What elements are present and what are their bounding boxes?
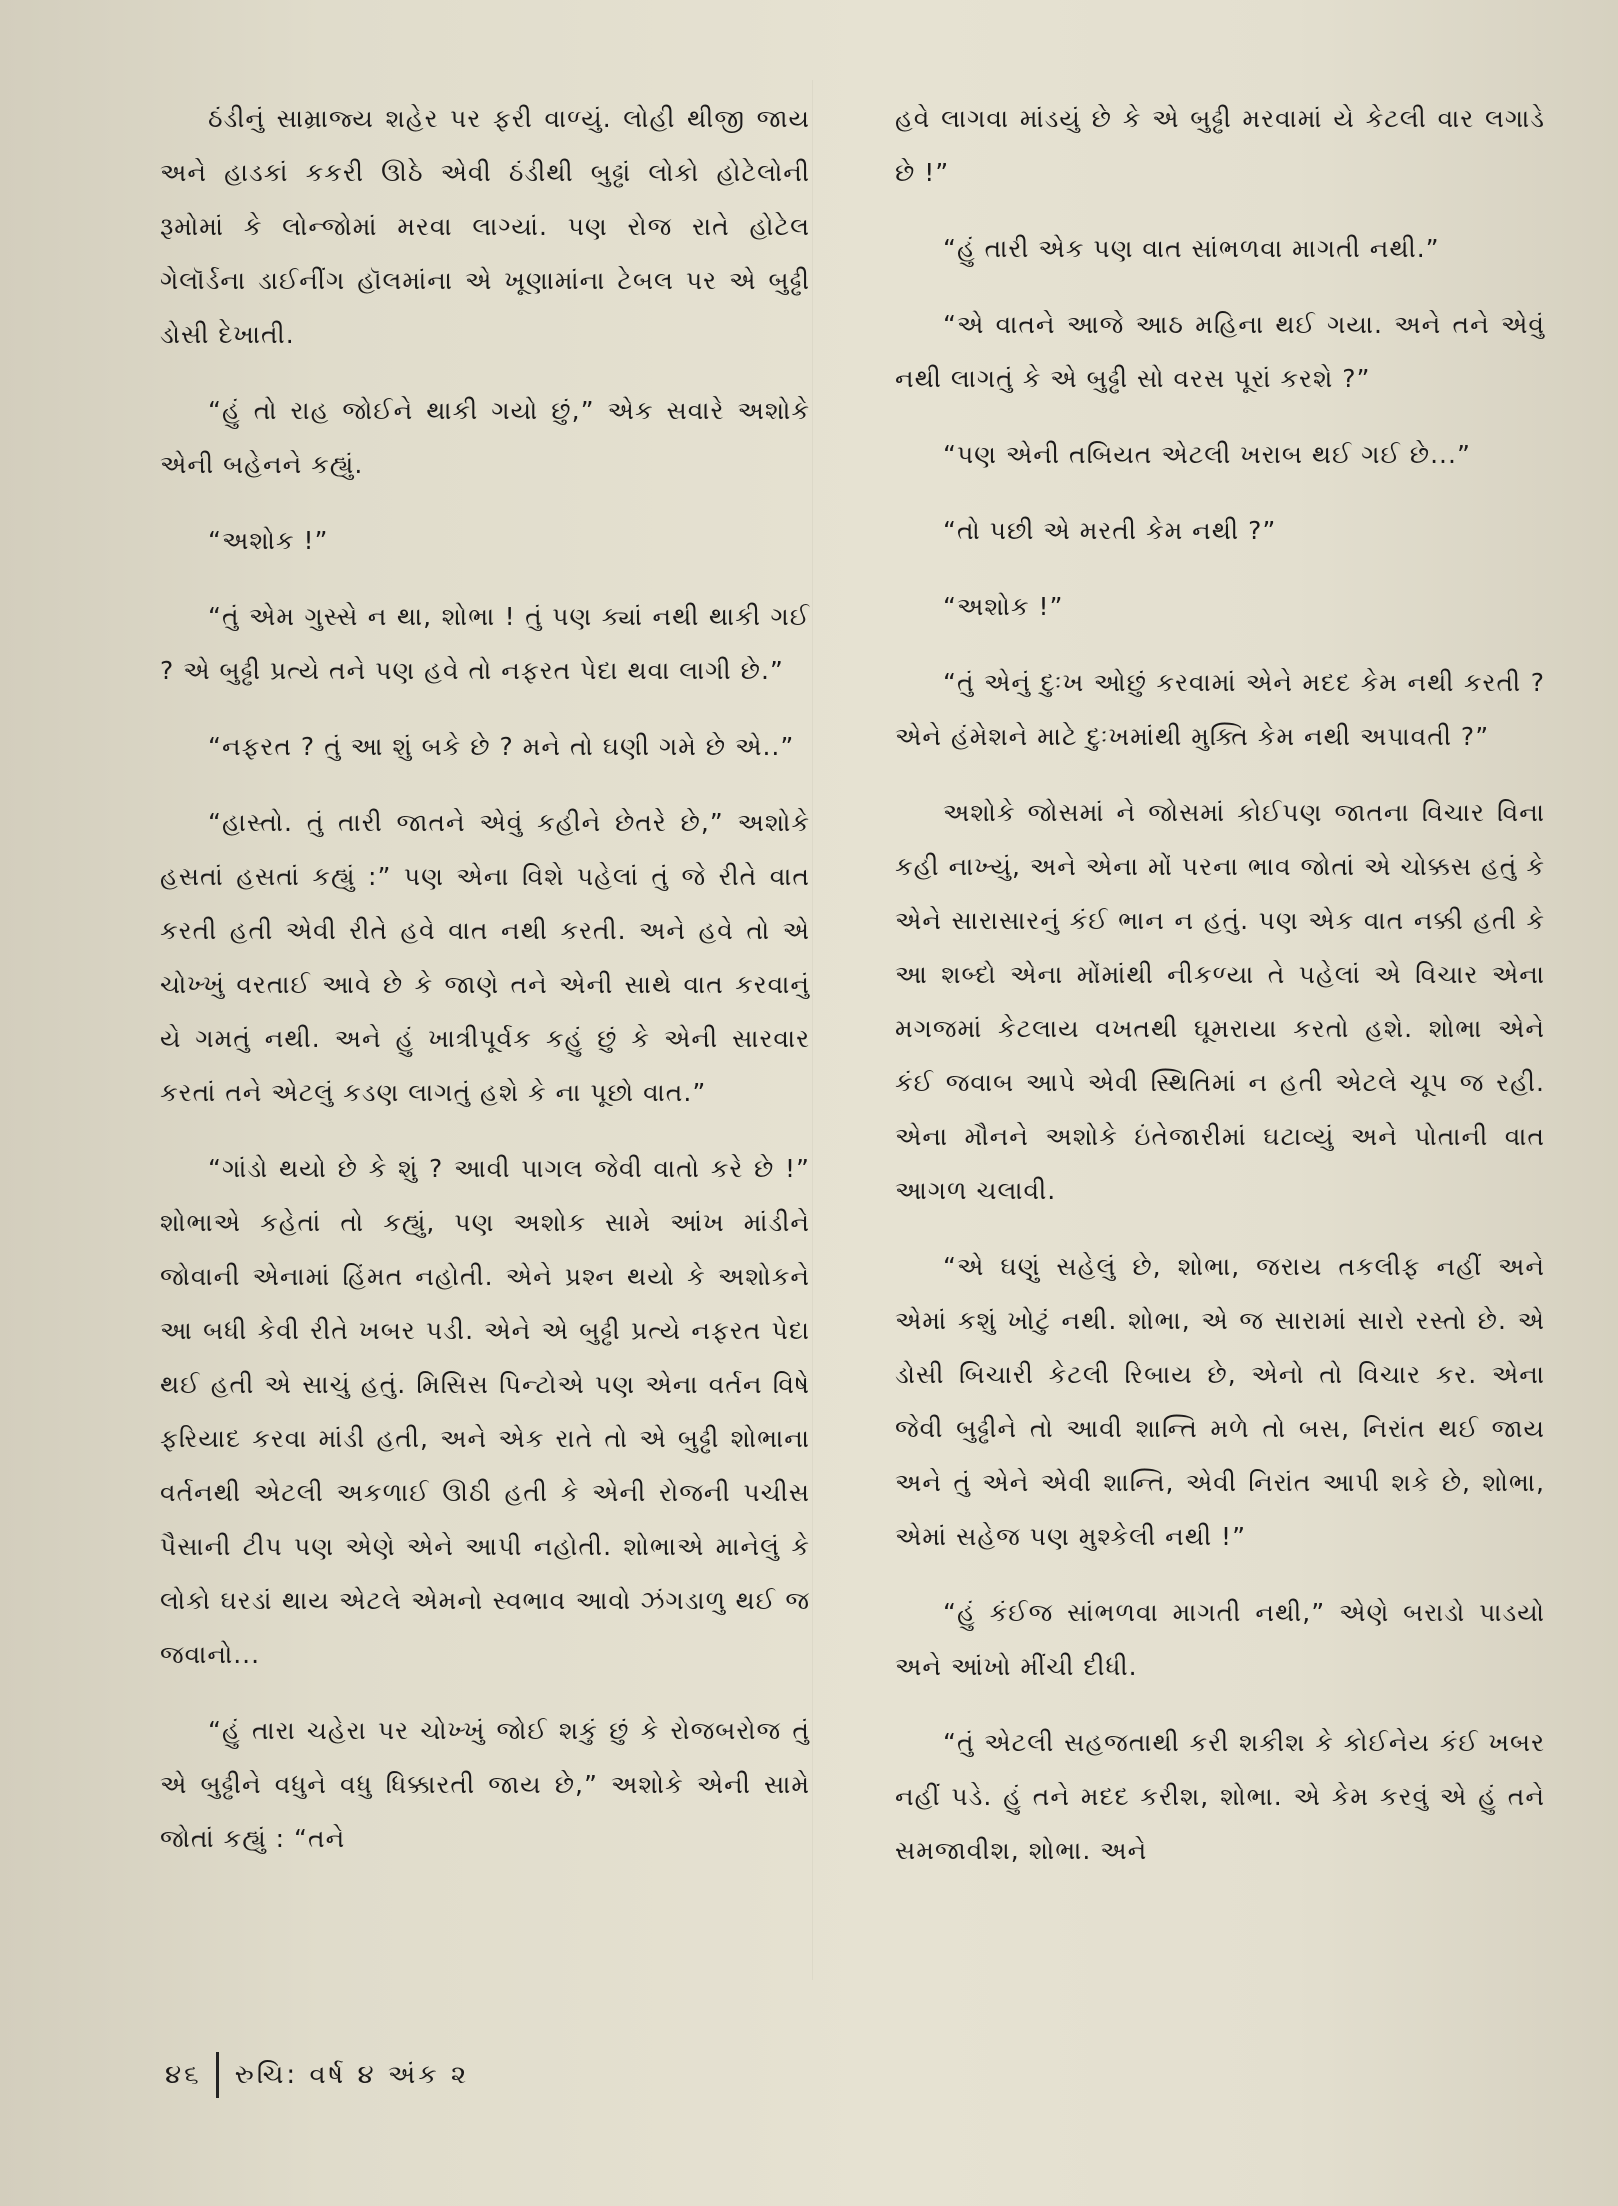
page-footer: [165, 2052, 469, 2098]
paragraph: “તો પછી એ મરતી કેમ નથી ?”: [943, 516, 1277, 545]
paragraph: “નફરત ? તું આ શું બકે છે ? મને તો ઘણી ગમે છે એ..”: [208, 732, 795, 761]
paragraph: “તું એટલી સહજતાથી કરી શકીશ કે કોઈનેય કંઈ ખબર નહીં પડે. હું તને મદદ કરીશ, શોભા. એ કેમ કરવું એ હું તને સમજાવીશ, શોભા. અને: [895, 1728, 1545, 1865]
paragraph: “ગાંડો થયો છે કે શું ? આવી પાગલ જેવી વાતો કરે છે !” શોભાએ કહેતાં તો કહ્યું, પણ અશોક સામે આંખ માંડીને જોવાની એનામાં હિંમત નહોતી. એને પ્રશ્ન થયો કે અશોકને આ બધી કેવી રીતે ખબર પડી. એને એ બુઢ્ઢી પ્રત્યે નફરત પેદા થઈ હતી એ સાચું હતું. મિસિસ પિન્ટોએ પણ એના વર્તન વિષે ફરિયાદ કરવા માંડી હતી, અને એક રાતે તો એ બુઢ્ઢી શોભાના વર્તનથી એટલી અકળાઈ ઊઠી હતી કે એની રોજની પચીસ પૈસાની ટીપ પણ એણે એને આપી નહોતી. શોભાએ માનેલું કે લોકો ઘરડાં થાય એટલે એમનો સ્વભાવ આવો ઝંગડાળુ થઈ જ જવાનો...: [160, 1154, 810, 1669]
paragraph: “એ ઘણું સહેલું છે, શોભા, જરાય તકલીફ નહીં અને એમાં કશું ખોટું નથી. શોભા, એ જ સારામાં સારો રસ્તો છે. એ ડોસી બિચારી કેટલી રિબાય છે, એનો તો વિચાર કર. એના જેવી બુઢ્ઢીને તો આવી શાન્તિ મળે તો બસ, નિરાંત થઈ જાય અને તું એને એવી શાન્તિ, એવી નિરાંત આપી શકે છે, શોભા, એમાં સહેજ પણ મુશ્કેલી નથી !”: [895, 1252, 1545, 1551]
paragraph: “તું એનું દુઃખ ઓછું કરવામાં એને મદદ કેમ નથી કરતી ? એને હંમેશને માટે દુઃખમાંથી મુક્તિ કેમ નથી અપાવતી ?”: [895, 668, 1545, 751]
paragraph: “તું એમ ગુસ્સે ન થા, શોભા ! તું પણ ક્યાં નથી થાકી ગઈ ? એ બુઢ્ઢી પ્રત્યે તને પણ હવે તો નફરત પેદા થવા લાગી છે.”: [160, 602, 810, 685]
paragraph: “પણ એની તબિયત એટલી ખરાબ થઈ ગઈ છે...”: [943, 440, 1471, 469]
paragraph: “હું તારી એક પણ વાત સાંભળવા માગતી નથી.”: [943, 234, 1440, 263]
paragraph: ઠંડીનું સામ્રાજ્ય શહેર પર ફરી વાળ્યું. લોહી થીજી જાય અને હાડકાં કકરી ઊઠે એવી ઠંડીથી બુઢ્ઢાં લોકો હોટેલોની રૂમોમાં કે લોન્જોમાં મરવા લાગ્યાં. પણ રોજ રાતે હોટેલ ગેલૉર્ડના ડાઈનીંગ હૉલમાંના એ ખૂણામાંના ટેબલ પર એ બુઢ્ઢી ડોસી દેખાતી.: [160, 104, 810, 349]
footer-divider: [216, 2052, 219, 2098]
paragraph: “અશોક !”: [943, 592, 1064, 621]
journal-issue: રુચિ: વર્ષ ૪ અંક ૨: [234, 2059, 470, 2090]
paragraph: “હાસ્તો. તું તારી જાતને એવું કહીને છેતરે છે,” અશોકે હસતાં હસતાં કહ્યું :” પણ એના વિશે પહેલાં તું જે રીતે વાત કરતી હતી એવી રીતે હવે વાત નથી કરતી. અને હવે તો એ ચોખ્ખું વરતાઈ આવે છે કે જાણે તને એની સાથે વાત કરવાનું યે ગમતું નથી. અને હું ખાત્રીપૂર્વક કહું છું કે એની સારવાર કરતાં તને એટલું કડણ લાગતું હશે કે ના પૂછો વાત.”: [160, 808, 810, 1107]
paragraph: “હું તારા ચહેરા પર ચોખ્ખું જોઈ શકું છું કે રોજબરોજ તું એ બુઢ્ઢીને વધુને વધુ ધિક્કારતી જાય છે,” અશોકે એની સામે જોતાં કહ્યું : “તને: [160, 1716, 810, 1853]
paragraph: અશોકે જોસમાં ને જોસમાં કોઈપણ જાતના વિચાર વિના કહી નાખ્યું, અને એના મોં પરના ભાવ જોતાં એ ચોક્કસ હતું કે એને સારાસારનું કંઈ ભાન ન હતું. પણ એક વાત નક્કી હતી કે આ શબ્દો એના મોંમાંથી નીકળ્યા તે પહેલાં એ વિચાર એના મગજમાં કેટલાય વખતથી ઘૂમરાયા કરતો હશે. શોભા એને કંઈ જવાબ આપે એવી સ્થિતિમાં ન હતી એટલે ચૂપ જ રહી. એના મૌનને અશોકે ઇંતેજારીમાં ઘટાવ્યું અને પોતાની વાત આગળ ચલાવી.: [895, 798, 1545, 1205]
page-number: ૪૬: [165, 2059, 202, 2090]
paragraph: “હું તો રાહ જોઈને થાકી ગયો છું,” એક સવારે અશોકે એની બહેનને કહ્યું.: [160, 396, 810, 479]
right-column: [895, 92, 1545, 1900]
paragraph: “હું કંઈજ સાંભળવા માગતી નથી,” એણે બરાડો પાડયો અને આંખો મીંચી દીધી.: [895, 1598, 1545, 1681]
paragraph: “એ વાતને આજે આઠ મહિના થઈ ગયા. અને તને એવું નથી લાગતું કે એ બુઢ્ઢી સો વરસ પૂરાં કરશે ?”: [895, 310, 1545, 393]
left-column: [160, 92, 810, 1888]
column-gutter: [812, 80, 813, 1980]
paragraph: “અશોક !”: [208, 526, 329, 555]
paragraph: હવે લાગવા માંડયું છે કે એ બુઢ્ઢી મરવામાં યે કેટલી વાર લગાડે છે !”: [895, 104, 1545, 187]
